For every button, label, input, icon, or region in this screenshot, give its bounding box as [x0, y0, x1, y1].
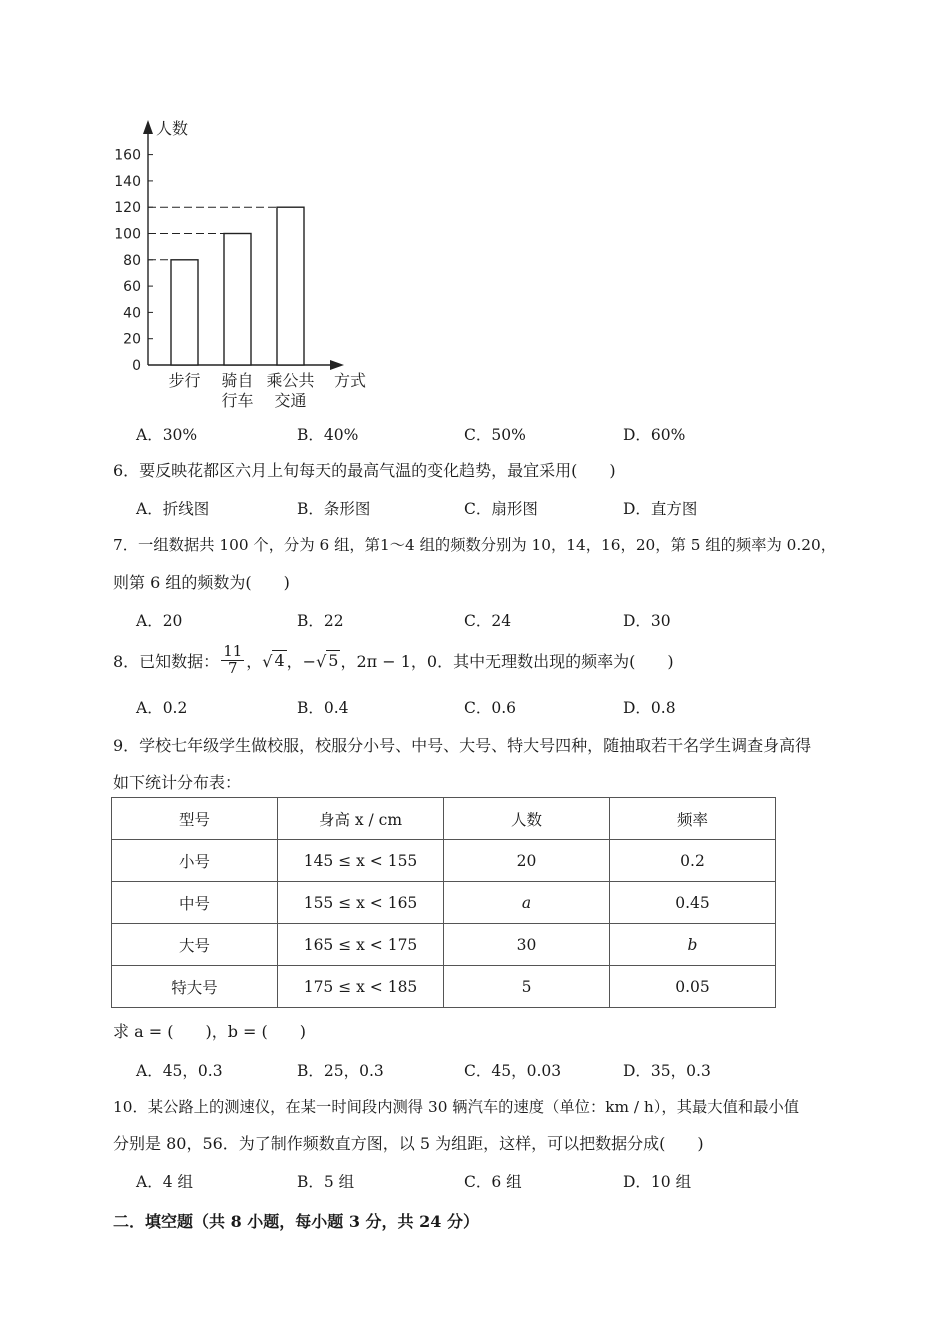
y-tick-label: 40: [123, 305, 141, 322]
table-cell: 20: [444, 840, 610, 882]
q8-option-d[interactable]: D．0.8: [623, 699, 676, 717]
q9-stem-line1: 9．学校七年级学生做校服，校服分小号、中号、大号、特大号四种，随抽取若干名学生调查身高得: [113, 736, 812, 755]
q10-option-b[interactable]: B．5 组: [297, 1173, 355, 1191]
q9-option-c[interactable]: C．45，0.03: [464, 1062, 562, 1080]
table-cell: 5: [444, 966, 610, 1008]
q5-option-d[interactable]: D．60%: [623, 426, 686, 444]
table-row: [112, 924, 776, 966]
q8-stem: [113, 640, 674, 680]
x-category-label: 乘公共: [266, 371, 315, 390]
q6-option-d[interactable]: D．直方图: [623, 500, 698, 518]
q5-option-c[interactable]: C．50%: [464, 426, 526, 444]
bar: [171, 260, 198, 365]
table-row: [112, 840, 776, 882]
q8-prefix: 8．已知数据：: [113, 651, 220, 671]
q8-option-c[interactable]: C．0.6: [464, 699, 517, 717]
x-axis-label: 方式: [334, 371, 367, 390]
q7-option-a[interactable]: A．20: [136, 612, 183, 630]
q9-option-a[interactable]: A．45，0.3: [136, 1062, 223, 1080]
q6-option-a[interactable]: A．折线图: [136, 500, 210, 518]
x-category-label: 行车: [221, 391, 254, 410]
q8-fraction-numerator: 11: [223, 641, 243, 660]
bar: [277, 207, 304, 365]
x-category-label: 步行: [168, 371, 201, 390]
table-cell: 145 ≤ x < 155: [278, 840, 444, 882]
q8-option-a[interactable]: A．0.2: [136, 699, 188, 717]
q9-ask: 求 a = ( )，b = ( ): [113, 1022, 306, 1041]
table-cell: 0.2: [610, 840, 776, 882]
y-tick-label: 100: [114, 226, 141, 243]
q8-sep1: ，√: [246, 651, 273, 671]
table-cell: 特大号: [112, 966, 278, 1008]
x-category-label: 骑自: [221, 371, 254, 390]
y-tick-label: 80: [123, 252, 141, 269]
q10-option-c[interactable]: C．6 组: [464, 1173, 522, 1191]
q7-option-b[interactable]: B．22: [297, 612, 344, 630]
q8-fraction-denominator: 7: [227, 658, 238, 677]
table-cell: 中号: [112, 882, 278, 924]
y-tick-label: 20: [123, 331, 141, 348]
y-tick-label: 120: [114, 200, 141, 217]
q8-suffix: ，2π − 1，0．其中无理数出现的频率为( ): [340, 651, 674, 671]
bar-chart: [0, 0, 400, 420]
q7-option-d[interactable]: D．30: [623, 612, 671, 630]
table-cell: a: [444, 882, 610, 924]
q6-option-b[interactable]: B．条形图: [297, 500, 371, 518]
bar-chart-svg: [0, 0, 400, 420]
table-cell: 0.45: [610, 882, 776, 924]
q9-frequency-table: [111, 797, 776, 1008]
table-cell: 大号: [112, 924, 278, 966]
q10-stem-line2: 分别是 80，56．为了制作频数直方图，以 5 为组距，这样，可以把数据分成( ): [113, 1134, 704, 1153]
q9-stem-line2: 如下统计分布表：: [113, 773, 242, 792]
table-row: [112, 882, 776, 924]
y-axis-label: 人数: [156, 119, 189, 138]
q8-fraction: [221, 641, 244, 677]
q8-sep2: ，−√: [286, 651, 327, 671]
y-tick-label: 140: [114, 173, 141, 190]
y-tick-label: 0: [132, 358, 141, 374]
table-cell: b: [610, 924, 776, 966]
y-tick-label: 160: [114, 147, 141, 164]
q6-stem: 6．要反映花都区六月上旬每天的最高气温的变化趋势，最宜采用( ): [113, 461, 616, 480]
q7-option-c[interactable]: C．24: [464, 612, 512, 630]
table-row: [112, 966, 776, 1008]
table-cell: 165 ≤ x < 175: [278, 924, 444, 966]
table-cell: 小号: [112, 840, 278, 882]
table-header-row: [112, 798, 776, 840]
y-axis-arrow: [143, 120, 153, 134]
q6-option-c[interactable]: C．扇形图: [464, 500, 538, 518]
table-header-cell: 身高 x / cm: [278, 798, 444, 840]
q10-option-d[interactable]: D．10 组: [623, 1173, 692, 1191]
q7-stem-line2: 则第 6 组的频数为( ): [113, 573, 290, 592]
table-header-cell: 频率: [610, 798, 776, 840]
x-category-label: 交通: [274, 391, 307, 410]
q5-option-b[interactable]: B．40%: [297, 426, 359, 444]
bar: [224, 234, 251, 366]
x-axis-arrow: [330, 360, 344, 370]
table-cell: 175 ≤ x < 185: [278, 966, 444, 1008]
q8-sqrt-4: 4: [274, 651, 285, 670]
y-tick-label: 60: [123, 279, 141, 296]
table-cell: 30: [444, 924, 610, 966]
table-header-cell: 型号: [112, 798, 278, 840]
q9-option-d[interactable]: D．35，0.3: [623, 1062, 711, 1080]
table-cell: 155 ≤ x < 165: [278, 882, 444, 924]
q5-option-a[interactable]: A．30%: [136, 426, 198, 444]
q8-sqrt-5: 5: [328, 651, 339, 670]
q9-option-b[interactable]: B．25，0.3: [297, 1062, 384, 1080]
q10-option-a[interactable]: A．4 组: [136, 1173, 193, 1191]
q8-option-b[interactable]: B．0.4: [297, 699, 349, 717]
section-2-title: 二．填空题（共 8 小题，每小题 3 分，共 24 分）: [113, 1212, 479, 1231]
table-header-cell: 人数: [444, 798, 610, 840]
q10-stem-line1: 10．某公路上的测速仪，在某一时间段内测得 30 辆汽车的速度（单位：km / h），其最大值和最小值: [113, 1098, 800, 1116]
q7-stem-line1: 7．一组数据共 100 个，分为 6 组，第1～4 组的频数分别为 10，14，16，20，第 5 组的频率为 0.20，: [113, 536, 837, 554]
table-cell: 0.05: [610, 966, 776, 1008]
